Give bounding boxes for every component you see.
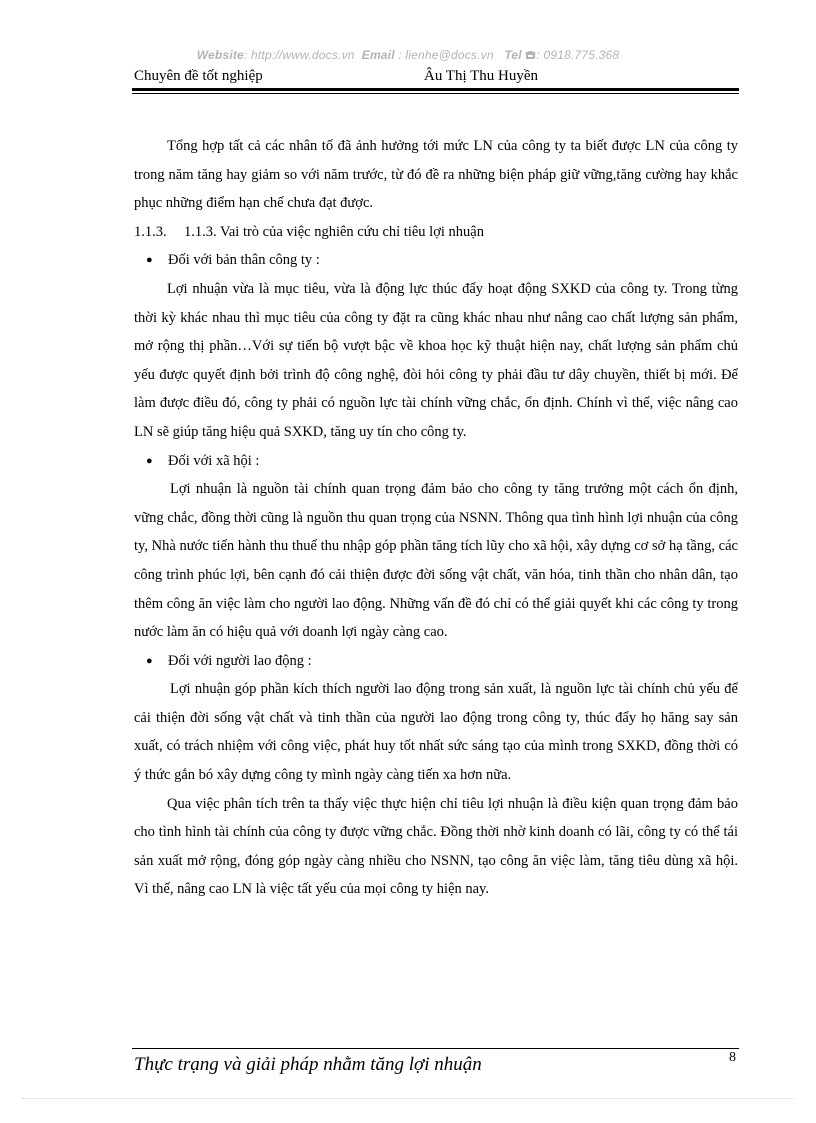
- bullet-workers-label: Đối với người lao động :: [168, 652, 312, 669]
- phone-icon: [525, 50, 536, 60]
- intro-paragraph: Tổng hợp tất cả các nhân tố đã ảnh hưởng tới mức LN của công ty ta biết được LN của công ty trong năm tăng hay giảm so với năm trước, từ đó đề ra những biện pháp giữ vững,tăng cường hay khắc phục những điểm hạn chế chưa đạt được.: [134, 138, 738, 212]
- bullet-company: [134, 246, 738, 275]
- section-heading: [134, 218, 738, 247]
- header-rule-thin: [132, 93, 739, 94]
- section-number: 1.1.3.: [134, 223, 167, 240]
- header-rule-thick: [132, 88, 739, 91]
- footer-title: Thực trạng và giải pháp nhằm tăng lợi nhuận: [134, 1054, 482, 1075]
- header-author: Âu Thị Thu Huyền: [424, 68, 539, 84]
- paragraph-conclusion: Qua việc phân tích trên ta thấy việc thực hiện chỉ tiêu lợi nhuận là điều kiện quan trọng đảm bảo cho tình hình tài chính của công ty được vững chắc. Đồng thời nhờ kinh doanh có lãi, công ty có thể tái sản xuất mở rộng, đóng góp ngày càng nhiều cho NSNN, tạo công ăn việc làm, tăng tiêu dùng xã hội. Vì thế, nâng cao LN là việc tất yếu của mọi công ty hiện nay.: [134, 795, 738, 898]
- email-address[interactable]: : lienhe@docs.vn: [394, 48, 494, 62]
- paragraph-society: Lợi nhuận là nguồn tài chính quan trọng đảm bảo cho công ty tăng trưởng một cách ổn định, vững chắc, đồng thời cũng là nguồn thu quan trọng của NSNN. Thông qua tình hình lợi nhuận của công ty, Nhà nước tiến hành thu thuế thu nhập góp phần tăng tích lũy cho xã hội, xây dựng cơ sở hạ tầng, các công trình phúc lợi, bên cạnh đó cải thiện được đời sống vật chất, văn hóa, tinh thần cho nhân dân, tạo thêm công ăn việc làm cho người lao động. Những vấn đề đó chỉ có thể giải quyết khi các công ty trong nước làm ăn có hiệu quả với doanh lợi ngày càng cao.: [134, 481, 738, 641]
- tel-number: : 0918.775.368: [536, 48, 620, 62]
- footer-rule: [132, 1048, 739, 1049]
- email-label: Email: [361, 48, 395, 62]
- page-bottom-border: [22, 1098, 794, 1099]
- bullet-society: [134, 447, 738, 476]
- tel-label: Tel: [504, 48, 522, 62]
- bullet-society-label: Đối với xã hội :: [168, 452, 260, 469]
- website-banner: [0, 48, 816, 62]
- header-left-title: Chuyên đề tốt nghiệp: [134, 68, 263, 84]
- document-body: [134, 132, 738, 904]
- bullet-workers: [134, 647, 738, 676]
- bullet-icon: ●: [146, 654, 153, 667]
- paragraph-company: Lợi nhuận vừa là mục tiêu, vừa là động lực thúc đẩy hoạt động SXKD của công ty. Trong từng thời kỳ khác nhau thì mục tiêu của công ty đặt ra cũng khác nhau như nâng cao chất lượng sản phẩm, mở rộng thị phần…Với sự tiến bộ vượt bậc về khoa học kỹ thuật hiện nay, chất lượng sản phẩm chủ yếu được quyết định bởi trình độ công nghệ, đòi hỏi công ty phải đầu tư dây chuyền, thiết bị mới. Để làm được điều đó, công ty phải có nguồn lực tài chính vững chắc, ổn định. Chính vì thế, việc nâng cao LN sẽ giúp tăng hiệu quả SXKD, tăng uy tín cho công ty.: [134, 280, 738, 440]
- bullet-icon: ●: [146, 254, 153, 267]
- bullet-company-label: Đối với bản thân công ty :: [168, 252, 320, 269]
- paragraph-workers: Lợi nhuận góp phần kích thích người lao động trong sản xuất, là nguồn lực tài chính chủ yếu để cải thiện đời sống vật chất và tinh thần của người lao động trong công ty, thúc đẩy họ hăng say sản xuất, có trách nhiệm với công việc, phát huy tốt nhất sức sáng tạo của mình trong SXKD, đồng thời có ý thức gắn bó xây dựng công ty mình ngày càng tiến xa hơn nữa.: [134, 681, 738, 784]
- website-label: Website: [196, 48, 244, 62]
- page-number: 8: [729, 1050, 736, 1065]
- section-title: 1.1.3. Vai trò của việc nghiên cứu chỉ tiêu lợi nhuận: [184, 223, 484, 240]
- website-url[interactable]: : http://www.docs.vn: [243, 48, 355, 62]
- bullet-icon: ●: [146, 454, 153, 467]
